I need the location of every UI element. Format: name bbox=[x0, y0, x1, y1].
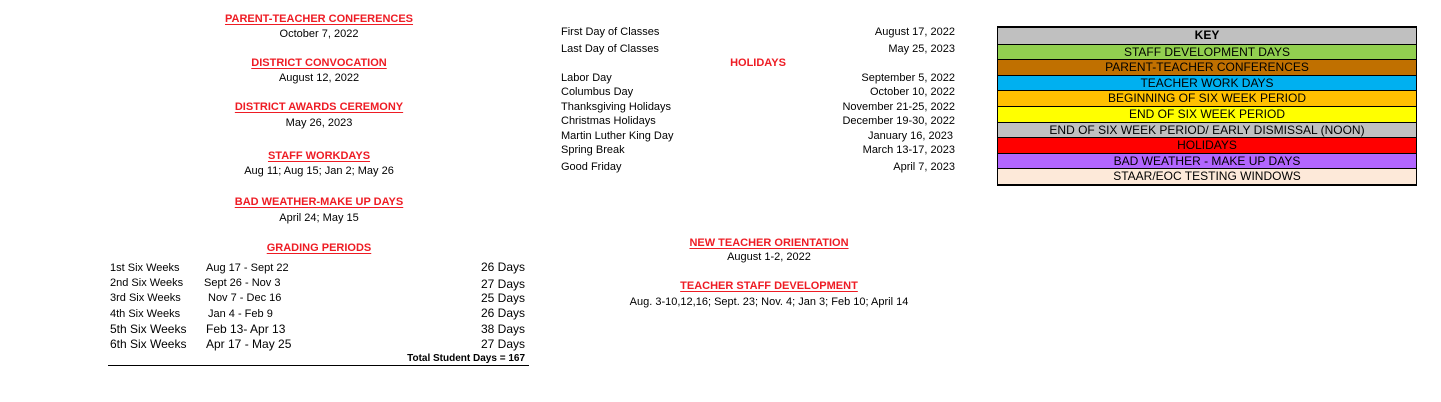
grading-period-days: 27 Days bbox=[480, 277, 525, 291]
convocation-title: DISTRICT CONVOCATION bbox=[251, 57, 387, 69]
key-title: KEY bbox=[998, 28, 1416, 44]
key-item-staff-development: STAFF DEVELOPMENT DAYS bbox=[998, 44, 1416, 60]
awards-date: May 26, 2023 bbox=[285, 117, 353, 129]
grading-period-dates: Nov 7 - Dec 16 bbox=[208, 292, 282, 304]
first-day-date: August 17, 2022 bbox=[874, 26, 955, 38]
workdays-title: STAFF WORKDAYS bbox=[267, 150, 371, 162]
list-item: Martin Luther King Day bbox=[561, 130, 674, 142]
key-item-staar-eoc: STAAR/EOC TESTING WINDOWS bbox=[998, 168, 1416, 184]
table-row bbox=[110, 292, 525, 307]
holiday-date: December 19-30, 2022 bbox=[842, 115, 955, 127]
grading-period-days: 26 Days bbox=[480, 306, 525, 320]
list-item: Columbus Day bbox=[561, 86, 634, 98]
table-row bbox=[110, 277, 525, 292]
last-day-label: Last Day of Classes bbox=[561, 43, 659, 55]
key-item-holidays: HOLIDAYS bbox=[998, 137, 1416, 153]
convocation-date: August 12, 2022 bbox=[278, 72, 360, 84]
grading-period-name: 2nd Six Weeks bbox=[110, 277, 184, 289]
grading-period-dates: Apr 17 - May 25 bbox=[206, 337, 292, 351]
grading-title: GRADING PERIODS bbox=[266, 242, 372, 254]
list-item: Good Friday bbox=[561, 161, 622, 173]
grading-period-dates: Feb 13- Apr 13 bbox=[206, 322, 286, 336]
grading-period-days: 27 Days bbox=[480, 337, 525, 351]
bad-weather-title: BAD WEATHER-MAKE UP DAYS bbox=[234, 196, 404, 208]
staff-dev-dates: Aug. 3-10,12,16; Sept. 23; Nov. 4; Jan 3; Feb 10; April 14 bbox=[629, 296, 909, 308]
grading-period-days: 25 Days bbox=[480, 291, 525, 305]
key-item-parent-teacher-conferences: PARENT-TEACHER CONFERENCES bbox=[998, 59, 1416, 75]
holidays-title: HOLIDAYS bbox=[730, 57, 786, 69]
key-item-bad-weather: BAD WEATHER - MAKE UP DAYS bbox=[998, 153, 1416, 169]
table-row bbox=[110, 262, 525, 277]
grading-period-days: 38 Days bbox=[480, 322, 525, 336]
grading-period-name: 6th Six Weeks bbox=[110, 337, 187, 351]
grading-period-name: 4th Six Weeks bbox=[110, 308, 181, 320]
ptc-title: PARENT-TEACHER CONFERENCES bbox=[224, 13, 414, 25]
grading-period-name: 1st Six Weeks bbox=[110, 262, 180, 274]
holiday-date: October 10, 2022 bbox=[869, 86, 955, 98]
grading-period-name: 3rd Six Weeks bbox=[110, 292, 181, 304]
first-day-label: First Day of Classes bbox=[561, 26, 660, 38]
orientation-date: August 1-2, 2022 bbox=[727, 251, 811, 263]
key-item-teacher-work-days: TEACHER WORK DAYS bbox=[998, 75, 1416, 91]
list-item: Spring Break bbox=[561, 144, 625, 156]
ptc-date: October 7, 2022 bbox=[279, 28, 359, 40]
table-row bbox=[110, 322, 525, 337]
last-day-date: May 25, 2023 bbox=[888, 43, 955, 55]
holiday-date: November 21-25, 2022 bbox=[842, 101, 955, 113]
key-item-end-six-week: END OF SIX WEEK PERIOD bbox=[998, 106, 1416, 122]
key-item-beginning-six-week: BEGINNING OF SIX WEEK PERIOD bbox=[998, 90, 1416, 106]
orientation-title: NEW TEACHER ORIENTATION bbox=[689, 237, 849, 249]
holiday-date: March 13-17, 2023 bbox=[862, 144, 955, 156]
workdays-date: Aug 11; Aug 15; Jan 2; May 26 bbox=[244, 165, 394, 177]
calendar-key bbox=[997, 26, 1417, 186]
list-item: Christmas Holidays bbox=[561, 115, 656, 127]
grading-period-days: 26 Days bbox=[480, 260, 525, 274]
list-item: Labor Day bbox=[561, 72, 612, 84]
table-row bbox=[110, 337, 525, 352]
holiday-date: April 7, 2023 bbox=[893, 161, 955, 173]
key-item-early-dismissal: END OF SIX WEEK PERIOD/ EARLY DISMISSAL (NOON) bbox=[998, 122, 1416, 138]
bad-weather-date: April 24; May 15 bbox=[279, 212, 359, 224]
table-row bbox=[110, 308, 525, 323]
total-student-days: Total Student Days = 167 bbox=[407, 353, 525, 364]
grading-period-dates: Jan 4 - Feb 9 bbox=[208, 308, 273, 320]
grading-period-dates: Sept 26 - Nov 3 bbox=[204, 277, 281, 289]
grading-period-dates: Aug 17 - Sept 22 bbox=[206, 262, 289, 274]
total-rule bbox=[108, 365, 529, 366]
awards-title: DISTRICT AWARDS CEREMONY bbox=[234, 101, 404, 113]
holiday-date: January 16, 2023 bbox=[867, 130, 953, 142]
grading-period-name: 5th Six Weeks bbox=[110, 322, 187, 336]
holiday-date: September 5, 2022 bbox=[861, 72, 955, 84]
list-item: Thanksgiving Holidays bbox=[561, 101, 672, 113]
staff-dev-title: TEACHER STAFF DEVELOPMENT bbox=[680, 280, 858, 292]
